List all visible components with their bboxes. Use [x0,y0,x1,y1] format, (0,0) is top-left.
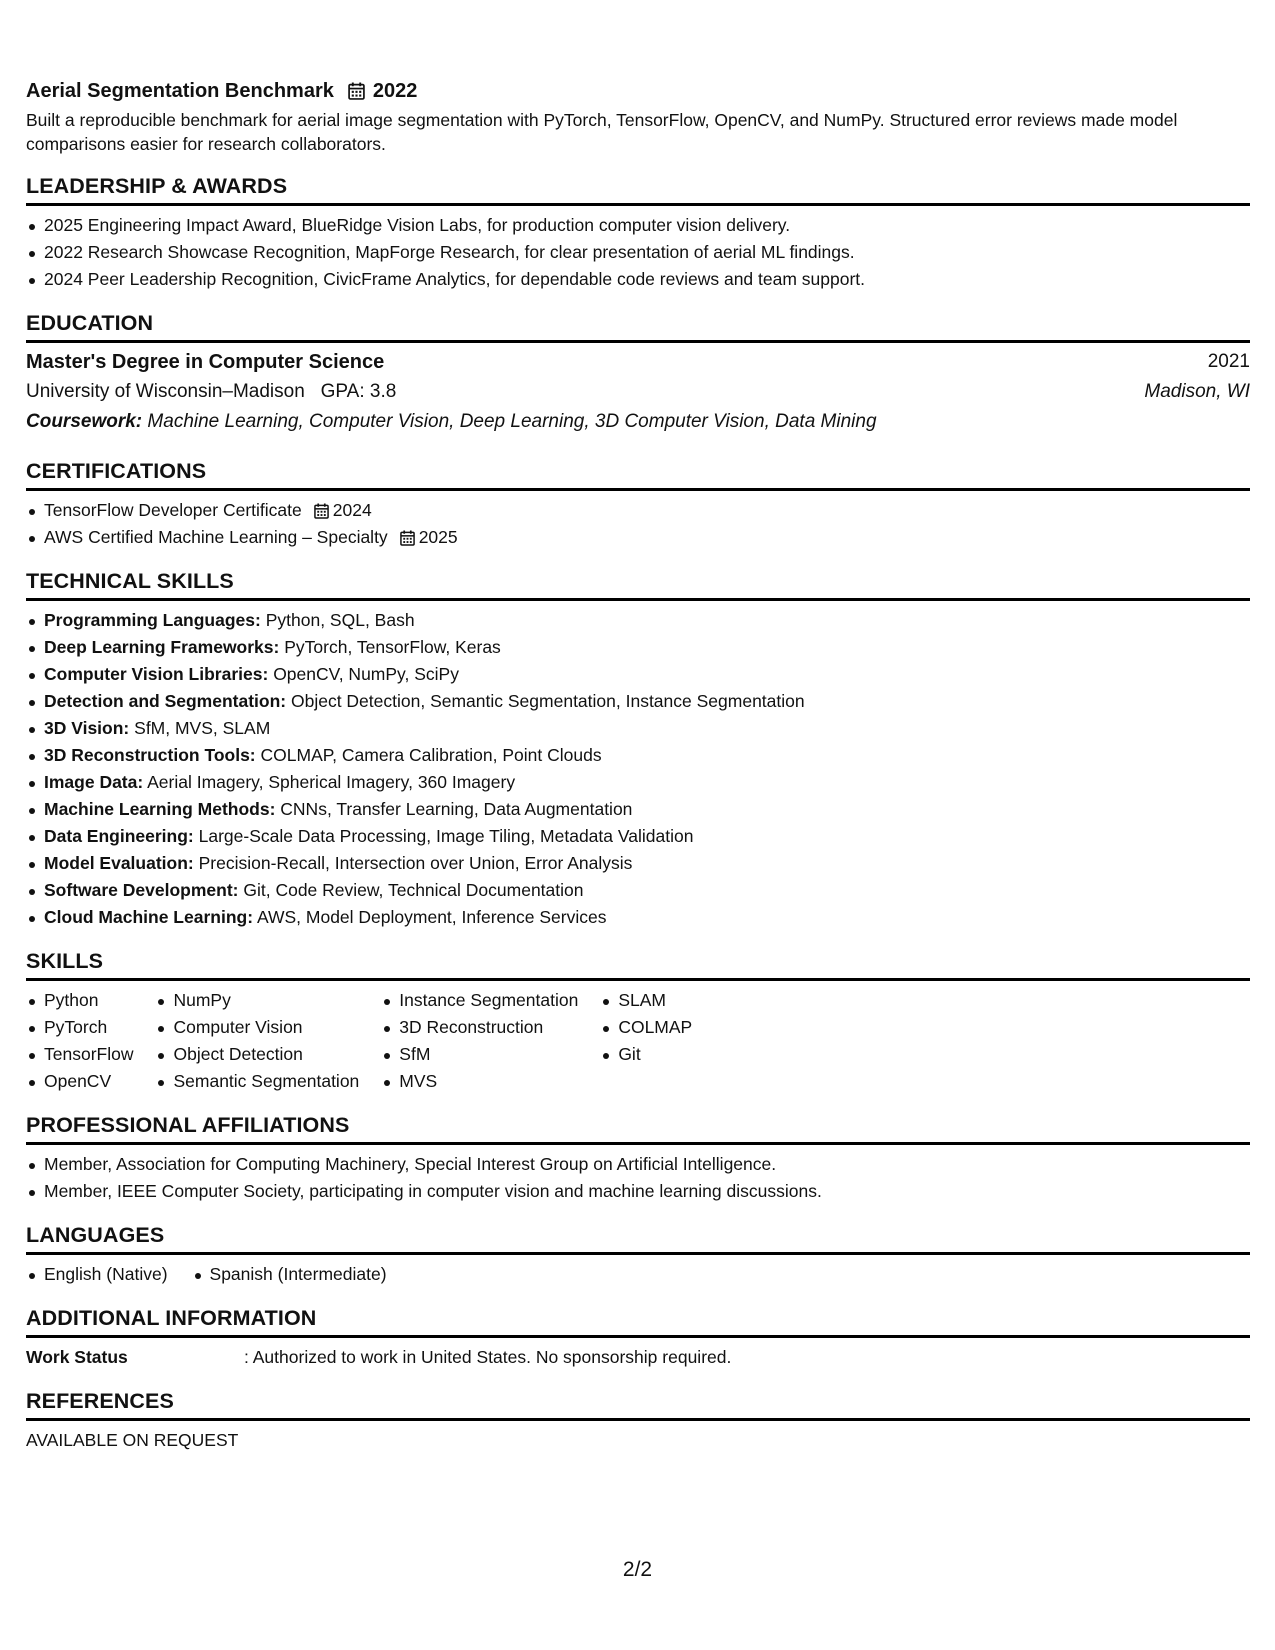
list-item [26,607,1250,634]
education-degree: Master's Degree in Computer Science [26,351,385,373]
skill-category-value: OpenCV, NumPy, SciPy [273,664,459,684]
list-item: Python [26,987,133,1014]
list-item [26,904,1250,931]
section-heading-languages: LANGUAGES [26,1221,1250,1255]
list-item: Instance Segmentation [381,987,578,1014]
list-item [26,634,1250,661]
coursework-list: Machine Learning, Computer Vision, Deep Learning, 3D Computer Vision, Data Mining [147,411,877,432]
list-item: Git [600,1041,692,1068]
education-block [26,347,1250,437]
list-item: TensorFlow [26,1041,133,1068]
skills-column [26,987,133,1095]
technical-skills-list [26,607,1250,931]
list-item [26,796,1250,823]
skill-category-label: Computer Vision Libraries: [44,664,269,684]
list-item: 2024 Peer Leadership Recognition, CivicFrame Analytics, for dependable code reviews and team support. [26,266,1250,293]
list-item: Object Detection [155,1041,359,1068]
education-year: 2021 [1207,351,1250,372]
list-item: SfM [381,1041,578,1068]
education-school-line [26,377,396,407]
certification-name: TensorFlow Developer Certificate [44,500,302,520]
skill-category-value: PyTorch, TensorFlow, Keras [284,637,501,657]
skill-category-value: Git, Code Review, Technical Documentation [243,880,584,900]
list-item [26,877,1250,904]
project-title: Aerial Segmentation Benchmark [26,79,334,102]
resume-page [26,76,1250,1454]
education-school-row [26,377,1250,407]
skill-category-value: Python, SQL, Bash [265,610,415,630]
skill-category-value: Large-Scale Data Processing, Image Tiling, Metadata Validation [198,826,694,846]
work-status-row [26,1344,1250,1371]
skill-category-label: 3D Vision: [44,718,130,738]
list-item [26,524,1250,551]
leadership-list [26,212,1250,293]
skill-category-label: Image Data: [44,772,144,792]
languages-list [26,1261,1250,1288]
skills-grid [26,987,1250,1095]
list-item: Member, Association for Computing Machinery, Special Interest Group on Artificial Intelligence. [26,1151,1250,1178]
list-item: English (Native) [26,1261,168,1288]
skill-category-value: SfM, MVS, SLAM [134,718,271,738]
project-title-row [26,76,1250,106]
skill-category-value: COLMAP, Camera Calibration, Point Clouds [260,745,602,765]
calendar-icon [348,82,365,100]
section-heading-additional: ADDITIONAL INFORMATION [26,1304,1250,1338]
skills-column [155,987,359,1095]
section-heading-certifications: CERTIFICATIONS [26,457,1250,491]
section-heading-education: EDUCATION [26,309,1250,343]
list-item: NumPy [155,987,359,1014]
education-coursework [26,407,1250,437]
certification-name: AWS Certified Machine Learning – Specialty [44,527,388,547]
skill-category-label: Software Development: [44,880,239,900]
skill-category-label: Cloud Machine Learning: [44,907,254,927]
section-heading-technical-skills: TECHNICAL SKILLS [26,567,1250,601]
list-item [26,850,1250,877]
skill-category-value: Precision-Recall, Intersection over Union, Error Analysis [198,853,633,873]
list-item: Spanish (Intermediate) [192,1261,387,1288]
education-degree-row [26,347,1250,377]
certification-year: 2025 [418,527,458,547]
skill-category-label: 3D Reconstruction Tools: [44,745,256,765]
list-item [26,823,1250,850]
list-item [26,769,1250,796]
work-status-value: : Authorized to work in United States. No sponsorship required. [244,1347,732,1367]
list-item: SLAM [600,987,692,1014]
list-item: 3D Reconstruction [381,1014,578,1041]
skill-category-label: Detection and Segmentation: [44,691,287,711]
skill-category-value: Object Detection, Semantic Segmentation, Instance Segmentation [290,691,805,711]
skill-category-label: Machine Learning Methods: [44,799,276,819]
affiliations-list [26,1151,1250,1205]
list-item [26,742,1250,769]
project-description: Built a reproducible benchmark for aerial image segmentation with PyTorch, TensorFlow, OpenCV, and NumPy. Structured error reviews made model comparisons easier for research collaborators. [26,110,1178,154]
calendar-icon [400,530,415,546]
section-heading-leadership: LEADERSHIP & AWARDS [26,172,1250,206]
skill-category-value: Aerial Imagery, Spherical Imagery, 360 Imagery [147,772,516,792]
skill-category-label: Data Engineering: [44,826,194,846]
coursework-label: Coursework: [26,411,143,432]
skills-column [381,987,578,1095]
calendar-icon [314,503,329,519]
work-status-label: Work Status [26,1347,128,1367]
education-school: University of Wisconsin–Madison [26,381,305,402]
list-item: PyTorch [26,1014,133,1041]
project-year: 2022 [372,79,418,102]
list-item: 2025 Engineering Impact Award, BlueRidge Vision Labs, for production computer vision delivery. [26,212,1250,239]
skill-category-value: CNNs, Transfer Learning, Data Augmentation [280,799,633,819]
references-text: AVAILABLE ON REQUEST [26,1430,239,1450]
section-heading-references: REFERENCES [26,1387,1250,1421]
list-item: MVS [381,1068,578,1095]
list-item [26,715,1250,742]
education-gpa: GPA: 3.8 [320,381,397,402]
section-heading-affiliations: PROFESSIONAL AFFILIATIONS [26,1111,1250,1145]
certification-year: 2024 [332,500,372,520]
list-item: Member, IEEE Computer Society, participating in computer vision and machine learning discussions. [26,1178,1250,1205]
list-item: Semantic Segmentation [155,1068,359,1095]
list-item [26,661,1250,688]
list-item: OpenCV [26,1068,133,1095]
education-location: Madison, WI [1144,381,1250,402]
page-number: 2/2 [622,1558,653,1581]
skill-category-value: AWS, Model Deployment, Inference Services [256,907,607,927]
list-item: Computer Vision [155,1014,359,1041]
certifications-list [26,497,1250,551]
list-item: COLMAP [600,1014,692,1041]
list-item [26,497,1250,524]
list-item [26,688,1250,715]
skill-category-label: Deep Learning Frameworks: [44,637,280,657]
section-heading-skills: SKILLS [26,947,1250,981]
list-item: 2022 Research Showcase Recognition, MapForge Research, for clear presentation of aerial ML findings. [26,239,1250,266]
skill-category-label: Model Evaluation: [44,853,194,873]
skills-column [600,987,692,1095]
skill-category-label: Programming Languages: [44,610,261,630]
